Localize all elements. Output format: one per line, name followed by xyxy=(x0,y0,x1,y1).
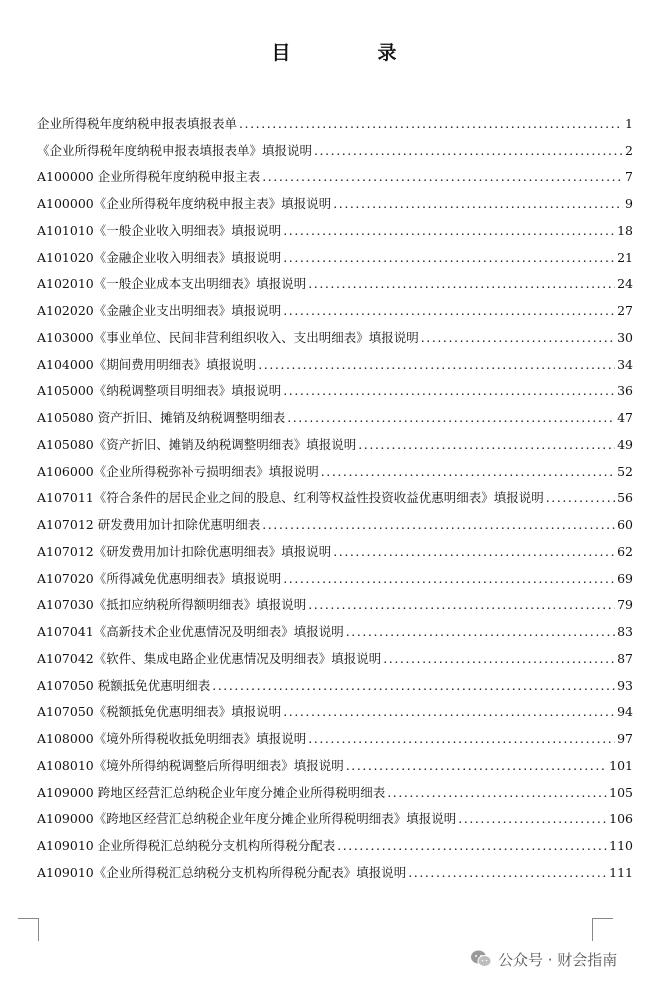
toc-entry[interactable] xyxy=(37,426,633,453)
toc-dot-leader xyxy=(314,143,623,159)
toc-entry[interactable] xyxy=(37,747,633,774)
toc-dot-leader xyxy=(321,464,615,480)
toc-entry-page-number: 94 xyxy=(617,704,633,720)
toc-dot-leader xyxy=(283,383,615,399)
toc-entry[interactable] xyxy=(37,319,633,346)
toc-dot-leader xyxy=(333,544,615,560)
toc-entry[interactable] xyxy=(37,533,633,560)
toc-entry[interactable] xyxy=(37,774,633,801)
toc-entry-page-number: 60 xyxy=(617,517,633,532)
toc-entry[interactable] xyxy=(37,694,633,721)
toc-dot-leader xyxy=(283,223,615,239)
toc-entry-page-number: 2 xyxy=(625,142,633,158)
toc-entry-label: A100000 企业所得税年度纳税申报主表 xyxy=(37,169,261,185)
toc-entry-label: A108000《境外所得税收抵免明细表》填报说明 xyxy=(37,731,307,746)
toc-entry-page-number: 30 xyxy=(617,329,633,345)
toc-entry-page-number: 97 xyxy=(617,731,633,746)
toc-dot-leader xyxy=(346,624,615,640)
page-title: 目 录 xyxy=(271,42,431,64)
toc-entry[interactable] xyxy=(37,239,633,266)
toc-dot-leader xyxy=(283,250,615,266)
wechat-icon xyxy=(470,949,492,969)
toc-dot-leader xyxy=(308,731,615,747)
toc-entry[interactable] xyxy=(37,506,633,533)
toc-entry-page-number: 69 xyxy=(617,570,633,586)
toc-dot-leader xyxy=(421,330,615,346)
toc-entry-page-number: 49 xyxy=(617,436,633,452)
toc-entry-page-number: 9 xyxy=(625,196,633,211)
toc-entry-label: A107020《所得减免优惠明细表》填报说明 xyxy=(37,570,282,586)
toc-entry-page-number: 83 xyxy=(617,624,633,639)
toc-entry-label: A109000 跨地区经营汇总纳税企业年度分摊企业所得税明细表 xyxy=(37,784,386,800)
page-corner-mark-left xyxy=(18,918,39,941)
toc-entry[interactable] xyxy=(37,373,633,400)
toc-entry-label: A102020《金融企业支出明细表》填报说明 xyxy=(37,303,282,318)
toc-entry-label: A106000《企业所得税弥补亏损明细表》填报说明 xyxy=(37,463,319,479)
toc-dot-leader xyxy=(283,704,615,720)
toc-entry-page-number: 7 xyxy=(625,169,633,185)
toc-dot-leader xyxy=(212,678,615,694)
toc-entry-page-number: 87 xyxy=(617,650,633,666)
toc-entry[interactable] xyxy=(37,480,633,507)
toc-entry-label: A107012 研发费用加计扣除优惠明细表 xyxy=(37,517,261,532)
toc-entry-page-number: 27 xyxy=(617,303,633,318)
toc-entry-label: A104000《期间费用明细表》填报说明 xyxy=(37,356,257,372)
toc-entry[interactable] xyxy=(37,453,633,480)
toc-entry-page-number: 101 xyxy=(609,757,633,773)
toc-entry-label: A105080 资产折旧、摊销及纳税调整明细表 xyxy=(37,410,286,425)
toc-entry-page-number: 56 xyxy=(617,490,633,506)
toc-entry[interactable] xyxy=(37,587,633,614)
toc-dot-leader xyxy=(287,410,615,426)
toc-entry-label: A107011《符合条件的居民企业之间的股息、红利等权益性投资收益优惠明细表》填报说明 xyxy=(37,490,544,506)
toc-entry-label: A103000《事业单位、民间非营利组织收入、支出明细表》填报说明 xyxy=(37,329,419,345)
toc-entry-page-number: 111 xyxy=(609,864,633,880)
toc-entry-page-number: 21 xyxy=(617,249,633,265)
toc-dot-leader xyxy=(262,517,615,533)
toc-dot-leader xyxy=(458,811,607,827)
toc-entry[interactable] xyxy=(37,560,633,587)
toc-entry-label: A107042《软件、集成电路企业优惠情况及明细表》填报说明 xyxy=(37,650,382,666)
toc-entry-page-number: 18 xyxy=(617,222,633,238)
toc-entry-label: A109010 企业所得税汇总纳税分支机构所得税分配表 xyxy=(37,838,336,853)
toc-entry-label: A102010《一般企业成本支出明细表》填报说明 xyxy=(37,276,307,292)
toc-dot-leader xyxy=(283,303,615,319)
toc-dot-leader xyxy=(346,758,607,774)
toc-entry[interactable] xyxy=(37,292,633,319)
page-corner-mark-right xyxy=(592,918,613,941)
toc-entry-label: A108010《境外所得纳税调整后所得明细表》填报说明 xyxy=(37,757,344,773)
toc-dot-leader xyxy=(239,116,623,132)
toc-entry[interactable] xyxy=(37,346,633,373)
toc-dot-leader xyxy=(408,865,607,881)
toc-entry-page-number: 106 xyxy=(609,811,633,827)
toc-dot-leader xyxy=(283,571,615,587)
toc-entry-page-number: 52 xyxy=(617,463,633,479)
toc-dot-leader xyxy=(387,785,607,801)
toc-entry[interactable] xyxy=(37,613,633,640)
toc-entry-page-number: 1 xyxy=(625,115,633,131)
toc-entry[interactable] xyxy=(37,720,633,747)
toc-dot-leader xyxy=(546,490,615,506)
toc-entry-label: A107012《研发费用加计扣除优惠明细表》填报说明 xyxy=(37,543,332,559)
toc-entry-label: A100000《企业所得税年度纳税申报主表》填报说明 xyxy=(37,196,332,211)
toc-entry-page-number: 24 xyxy=(617,276,633,292)
toc-entry-label: A107030《抵扣应纳税所得额明细表》填报说明 xyxy=(37,597,307,613)
toc-entry[interactable] xyxy=(37,266,633,293)
toc-entry[interactable] xyxy=(37,854,633,881)
toc-entry[interactable] xyxy=(37,132,633,159)
toc-entry-label: 《企业所得税年度纳税申报表填报表单》填报说明 xyxy=(37,142,313,158)
watermark-text: 公众号 · 财会指南 xyxy=(498,950,618,969)
toc-entry-page-number: 36 xyxy=(617,383,633,399)
toc-entry[interactable] xyxy=(37,105,633,132)
toc-entry-label: A109000《跨地区经营汇总纳税企业年度分摊企业所得税明细表》填报说明 xyxy=(37,811,457,827)
toc-entry[interactable] xyxy=(37,399,633,426)
toc-entry-label: A101010《一般企业收入明细表》填报说明 xyxy=(37,222,282,238)
toc-entry[interactable] xyxy=(37,640,633,667)
toc-entry-label: A105080《资产折旧、摊销及纳税调整明细表》填报说明 xyxy=(37,436,357,452)
watermark xyxy=(470,946,617,972)
toc-entry-page-number: 34 xyxy=(617,356,633,372)
toc-entry-page-number: 79 xyxy=(617,597,633,613)
toc-entry[interactable] xyxy=(37,827,633,854)
toc-entry-label: A107050 税额抵免优惠明细表 xyxy=(37,677,211,693)
toc-dot-leader xyxy=(383,651,615,667)
toc-entry-label: A109010《企业所得税汇总纳税分支机构所得税分配表》填报说明 xyxy=(37,864,407,880)
toc-entry-label: A101020《金融企业收入明细表》填报说明 xyxy=(37,249,282,265)
toc-dot-leader xyxy=(308,597,615,613)
toc-entry-label: 企业所得税年度纳税申报表填报表单 xyxy=(37,115,238,131)
toc-dot-leader xyxy=(258,357,615,373)
toc-entry[interactable] xyxy=(37,212,633,239)
toc-entry-page-number: 62 xyxy=(617,543,633,559)
toc-entry-label: A107041《高新技术企业优惠情况及明细表》填报说明 xyxy=(37,624,344,639)
toc-entry[interactable] xyxy=(37,185,633,212)
toc-entry[interactable] xyxy=(37,801,633,828)
toc-dot-leader xyxy=(262,169,623,185)
toc-dot-leader xyxy=(308,276,615,292)
toc-entry-page-number: 93 xyxy=(617,677,633,693)
toc-entry[interactable] xyxy=(37,159,633,186)
toc-entry-label: A107050《税额抵免优惠明细表》填报说明 xyxy=(37,704,282,720)
toc-dot-leader xyxy=(333,196,623,212)
toc-entry-label: A105000《纳税调整项目明细表》填报说明 xyxy=(37,383,282,399)
toc-entry[interactable] xyxy=(37,667,633,694)
toc-entry-page-number: 110 xyxy=(609,838,633,853)
toc-entry-page-number: 47 xyxy=(617,410,633,425)
toc-entry-page-number: 105 xyxy=(609,784,633,800)
table-of-contents xyxy=(37,105,633,881)
toc-dot-leader xyxy=(337,838,607,854)
toc-dot-leader xyxy=(358,437,615,453)
